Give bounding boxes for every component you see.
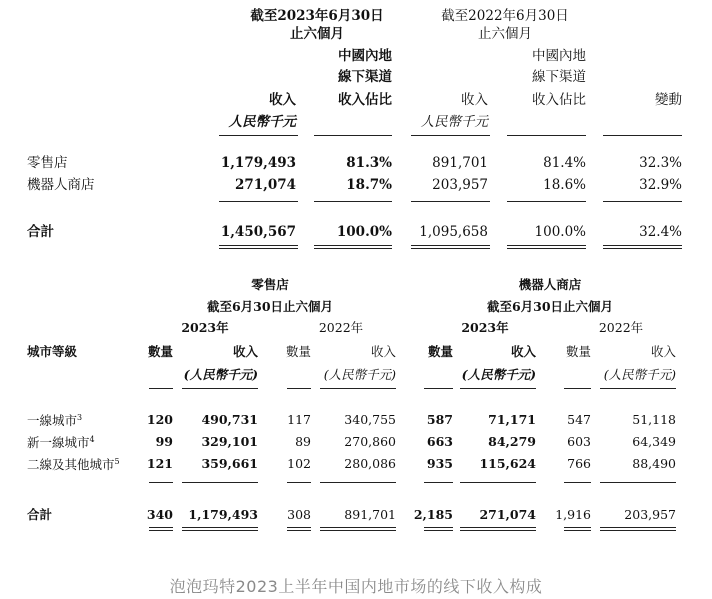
cell-share-2022: 18.6% bbox=[543, 177, 586, 193]
unit-header-2023: 人民幣千元 bbox=[228, 114, 296, 130]
cell-retail-count-2022: 117 bbox=[287, 412, 311, 427]
row-label-total: 合計 bbox=[27, 224, 54, 240]
group-header-robot: 機器人商店 bbox=[518, 277, 582, 292]
cell-retail-count-2023: 99 bbox=[155, 434, 173, 449]
row-label-tier2-other: 二線及其他城市$^5$ bbox=[27, 457, 120, 473]
col-count-header: 數量 bbox=[427, 344, 453, 359]
cell-robot-rev-2023: 271,074 bbox=[479, 507, 536, 522]
period-2023-line1: 截至2023年6月30日 bbox=[250, 8, 384, 24]
period-2022-line2: 止六個月 bbox=[478, 26, 532, 42]
cell-robot-rev-2022: 64,349 bbox=[632, 434, 676, 449]
cell-share-2022: 100.0% bbox=[534, 224, 586, 240]
col-revenue-header: 收入 bbox=[232, 344, 258, 359]
cell-retail-rev-2022: 891,701 bbox=[344, 507, 396, 522]
cell-rev-2023: 271,074 bbox=[234, 177, 296, 193]
unit-header: (人民幣千元) bbox=[323, 367, 396, 382]
unit-header-2022: 人民幣千元 bbox=[420, 114, 488, 130]
cell-retail-count-2023: 120 bbox=[146, 412, 173, 427]
year-2023-robot: 2023年 bbox=[461, 320, 509, 335]
year-2022-retail: 2022年 bbox=[318, 320, 364, 335]
change-header: 變動 bbox=[655, 92, 682, 108]
cell-retail-rev-2023: 1,179,493 bbox=[188, 507, 258, 522]
period-2022-line1: 截至2022年6月30日 bbox=[441, 8, 569, 24]
group-period-robot: 截至6月30日止六個月 bbox=[486, 299, 614, 314]
cell-rev-2022: 891,701 bbox=[432, 155, 488, 171]
group-period-retail: 截至6月30日止六個月 bbox=[206, 299, 334, 314]
cell-robot-rev-2023: 115,624 bbox=[479, 456, 536, 471]
cell-robot-count-2022: 1,916 bbox=[555, 507, 591, 522]
cell-robot-count-2023: 587 bbox=[426, 412, 453, 427]
share-header-2023-l3: 收入佔比 bbox=[338, 92, 392, 108]
cell-share-2023: 18.7% bbox=[346, 177, 392, 193]
cell-retail-count-2022: 89 bbox=[295, 434, 311, 449]
cell-rev-2022: 203,957 bbox=[432, 177, 488, 193]
cell-robot-count-2022: 603 bbox=[567, 434, 591, 449]
image-caption: 泡泡玛特2023上半年中国内地市场的线下收入构成 bbox=[169, 577, 543, 596]
period-2023-line2: 止六個月 bbox=[290, 26, 344, 42]
share-header-2023-l2: 線下渠道 bbox=[338, 69, 392, 85]
col-count-header: 數量 bbox=[147, 344, 173, 359]
cell-robot-count-2022: 766 bbox=[567, 456, 591, 471]
cell-robot-rev-2022: 88,490 bbox=[632, 456, 676, 471]
revenue-header-2023: 收入 bbox=[269, 92, 296, 108]
cell-robot-rev-2022: 203,957 bbox=[624, 507, 676, 522]
year-2022-robot: 2022年 bbox=[598, 320, 644, 335]
cell-retail-rev-2022: 270,860 bbox=[344, 434, 396, 449]
col-revenue-header: 收入 bbox=[370, 344, 396, 359]
cell-rev-2022: 1,095,658 bbox=[419, 224, 488, 240]
share-header-2023-l1: 中國內地 bbox=[338, 48, 392, 64]
cell-share-2022: 81.4% bbox=[543, 155, 586, 171]
cell-share-2023: 100.0% bbox=[336, 224, 392, 240]
row-label-new-tier1: 新一線城市$^4$ bbox=[27, 435, 95, 451]
cell-retail-count-2022: 102 bbox=[287, 456, 311, 471]
col-count-header: 數量 bbox=[285, 344, 311, 359]
cell-robot-rev-2023: 71,171 bbox=[488, 412, 536, 427]
cell-robot-count-2023: 2,185 bbox=[413, 507, 453, 522]
cell-share-2023: 81.3% bbox=[346, 155, 392, 171]
share-header-2022-l1: 中國內地 bbox=[532, 48, 586, 64]
cell-change: 32.9% bbox=[639, 177, 682, 193]
cell-retail-count-2022: 308 bbox=[287, 507, 311, 522]
cell-retail-rev-2022: 280,086 bbox=[344, 456, 396, 471]
row-label-tier1: 一線城市$^3$ bbox=[27, 413, 83, 429]
cell-rev-2023: 1,450,567 bbox=[220, 224, 296, 240]
cell-retail-rev-2022: 340,755 bbox=[344, 412, 396, 427]
cell-retail-rev-2023: 359,661 bbox=[201, 456, 258, 471]
year-2023-retail: 2023年 bbox=[181, 320, 229, 335]
cell-robot-count-2023: 663 bbox=[426, 434, 453, 449]
cell-retail-count-2023: 340 bbox=[146, 507, 173, 522]
row-label-total: 合計 bbox=[27, 507, 53, 522]
group-header-retail: 零售店 bbox=[251, 277, 289, 292]
cell-robot-rev-2023: 84,279 bbox=[488, 434, 536, 449]
col-revenue-header: 收入 bbox=[510, 344, 536, 359]
unit-header: (人民幣千元) bbox=[603, 367, 676, 382]
share-header-2022-l3: 收入佔比 bbox=[532, 92, 586, 108]
share-header-2022-l2: 線下渠道 bbox=[532, 69, 586, 85]
col-count-header: 數量 bbox=[565, 344, 591, 359]
row-label-retail: 零售店 bbox=[27, 155, 68, 171]
col-revenue-header: 收入 bbox=[650, 344, 676, 359]
revenue-header-2022: 收入 bbox=[461, 92, 488, 108]
cell-change: 32.3% bbox=[639, 155, 682, 171]
row-label-robot: 機器人商店 bbox=[27, 177, 95, 193]
city-tier-header: 城市等級 bbox=[27, 344, 78, 359]
cell-robot-count-2023: 935 bbox=[426, 456, 453, 471]
cell-change: 32.4% bbox=[639, 224, 682, 240]
unit-header: (人民幣千元) bbox=[183, 367, 258, 382]
unit-header: (人民幣千元) bbox=[461, 367, 536, 382]
cell-retail-count-2023: 121 bbox=[146, 456, 173, 471]
cell-retail-rev-2023: 329,101 bbox=[201, 434, 258, 449]
cell-robot-count-2022: 547 bbox=[567, 412, 591, 427]
cell-robot-rev-2022: 51,118 bbox=[632, 412, 676, 427]
cell-rev-2023: 1,179,493 bbox=[220, 155, 296, 171]
cell-retail-rev-2023: 490,731 bbox=[201, 412, 258, 427]
